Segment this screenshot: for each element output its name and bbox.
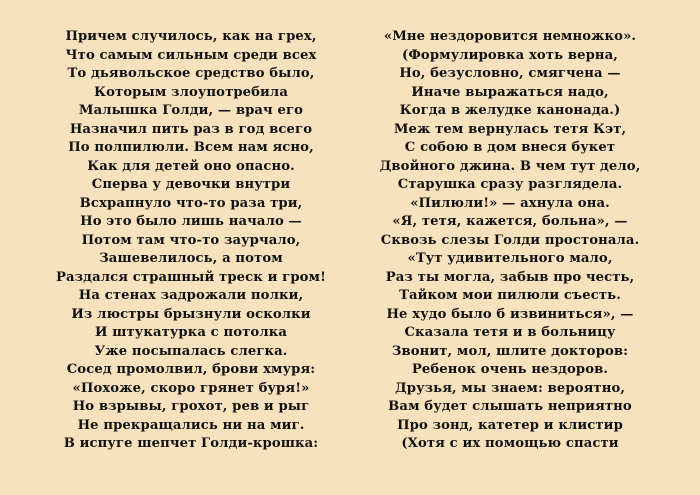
poem-line: «Мне нездоровится немножко». <box>383 29 637 44</box>
poem-line: Потом там что-то заурчало, <box>81 232 301 248</box>
poem-line: Из люстры брызнули осколки <box>71 306 311 322</box>
poem-line: Но взрывы, грохот, рев и рыг <box>72 399 310 414</box>
poem-line: Не худо было б извиниться», — <box>386 306 634 322</box>
poem-line: Старушка сразу разглядела. <box>397 177 623 192</box>
poem-line: Которым злоупотребила <box>94 84 288 100</box>
poem-line: Друзья, мы знаем: вероятно, <box>394 380 626 396</box>
poem-line: С собою в дом внеся букет <box>404 140 616 155</box>
poem-line: Иначе выражаться надо, <box>411 84 609 100</box>
poem-line: Про зонд, катетер и клистир <box>397 417 623 433</box>
poem-line: Сосед промолвил, брови хмуря: <box>66 362 316 377</box>
poem-line: Сказала тетя и в больницу <box>404 325 616 340</box>
poem-line: (Формулировка хоть верна, <box>401 47 619 63</box>
poem-line: «Похоже, скоро грянет буря!» <box>72 380 310 396</box>
poem-line: Назначил пить раз в год всего <box>69 121 313 137</box>
poem-line: Раз ты могла, забыв про честь, <box>385 269 635 285</box>
poem-line: Причем случилось, как на грех, <box>65 29 317 44</box>
poem-line: Сперва у девочки внутри <box>91 177 291 192</box>
poem-line: То дьявольское средство было, <box>67 66 315 81</box>
poem-line: Малышка Голди, — врач его <box>78 103 304 118</box>
poem-line: Уже посыпалась слегка. <box>94 343 288 359</box>
poem-line: Звонит, мол, шлите докторов: <box>391 343 629 359</box>
poem-right-column <box>345 28 675 454</box>
poem-line: «Пилюли!» — ахнула она. <box>410 195 610 211</box>
poem-line: По полпилюли. Всем нам ясно, <box>68 140 314 155</box>
poem-line: Когда в желудке канонада.) <box>399 103 621 118</box>
poem-line: «Тут удивительного мало, <box>407 251 613 266</box>
poem-line: Ребенок очень нездоров. <box>411 362 609 377</box>
poem-line: Сквозь слезы Голди простонала. <box>380 232 640 248</box>
poem-line: Всхрапнуло что-то раза три, <box>79 195 303 211</box>
poem-line: Меж тем вернулась тетя Кэт, <box>393 121 627 137</box>
poem-line: Вам будет слышать неприятно <box>388 399 632 414</box>
poem-left-column <box>26 28 356 454</box>
poem-line: (Хотя с их помощью спасти <box>401 436 619 451</box>
poem-line: Двойного джина. В чем тут дело, <box>379 158 641 174</box>
poem-line: Раздался страшный треск и гром! <box>56 269 326 285</box>
poem-line: Не прекращались ни на миг. <box>77 417 305 433</box>
poem-line: Но это было лишь начало — <box>80 214 302 229</box>
poem-line: Но, безусловно, смягчена — <box>399 66 621 81</box>
poem-line: Как для детей оно опасно. <box>87 158 295 174</box>
poem-line: Зашевелилось, а потом <box>99 251 283 266</box>
poem-line: Что самым сильным среди всех <box>65 47 317 63</box>
poem-line: В испуге шепчет Голди-крошка: <box>63 436 319 451</box>
poem-line: И штукатурка с потолка <box>94 325 287 340</box>
poem-line: На стенах задрожали полки, <box>78 288 304 303</box>
poem-line: Тайком мои пилюли съесть. <box>399 288 621 303</box>
poem-line: «Я, тетя, кажется, больна», — <box>392 214 628 229</box>
